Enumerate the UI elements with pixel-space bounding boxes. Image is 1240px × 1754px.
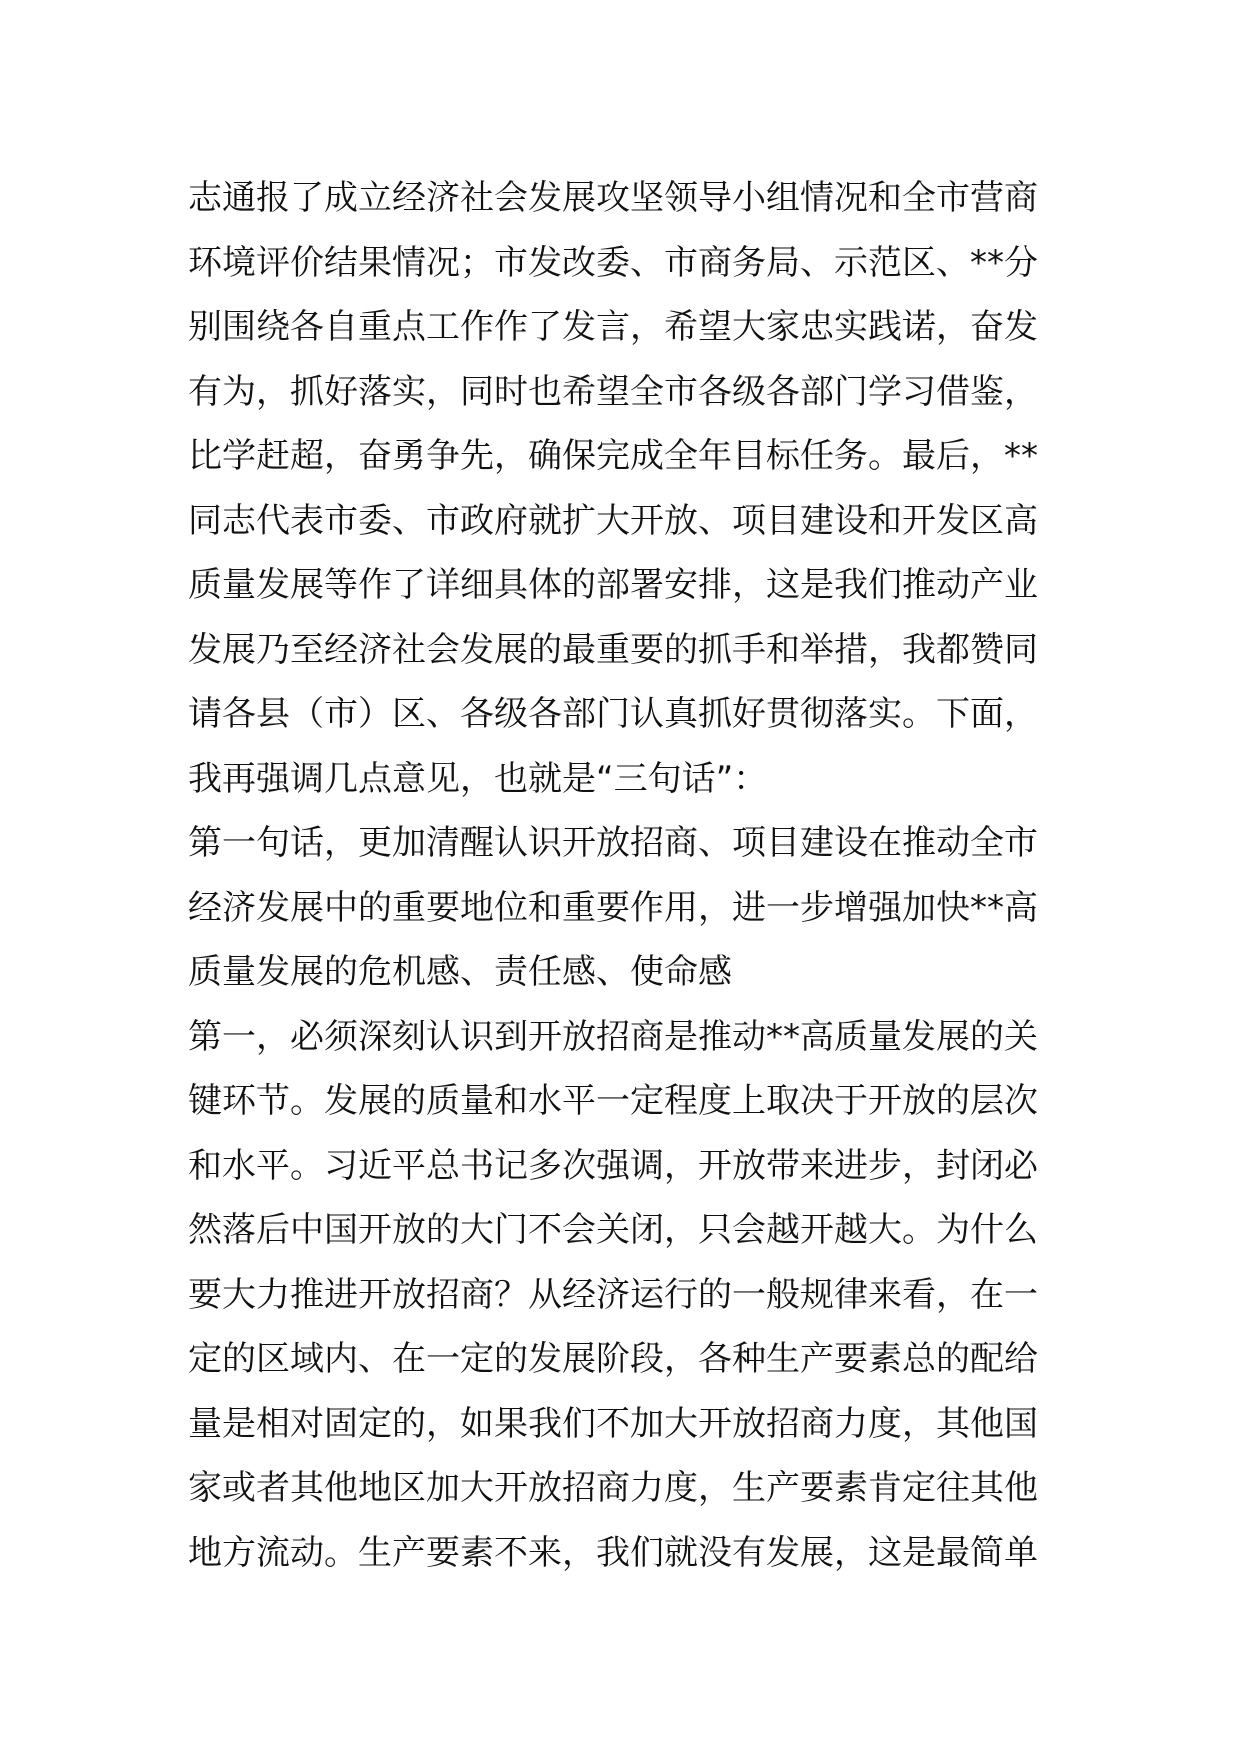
text-line: 定的区域内、在一定的发展阶段，各种生产要素总的配给 bbox=[188, 1339, 1038, 1379]
text-line: 量是相对固定的，如果我们不加大开放招商力度，其他国 bbox=[188, 1403, 1038, 1444]
text-line: 有为，抓好落实，同时也希望全市各级各部门学习借鉴， bbox=[188, 371, 1038, 412]
text-line: 同志代表市委、市政府就扩大开放、项目建设和开发区高 bbox=[188, 500, 1038, 541]
text-line: 志通报了成立经济社会发展攻坚领导小组情况和全市营商 bbox=[188, 178, 1038, 218]
text-line: 我再强调几点意见，也就是“三句话”： bbox=[188, 758, 768, 799]
text-line: 和水平。习近平总书记多次强调，开放带来进步，封闭必 bbox=[188, 1145, 1038, 1186]
section-heading-line: 经济发展中的重要地位和重要作用，进一步增强加快**高 bbox=[188, 887, 1038, 928]
text-line: 发展乃至经济社会发展的最重要的抓手和举措，我都赞同 bbox=[188, 629, 1038, 670]
text-line: 别围绕各自重点工作作了发言，希望大家忠实践诺，奋发 bbox=[188, 307, 1038, 347]
document-body bbox=[188, 166, 1068, 1585]
text-line: 比学赶超，奋勇争先，确保完成全年目标任务。最后，** bbox=[188, 436, 1038, 476]
section-heading-line: 第一句话，更加清醒认识开放招商、项目建设在推动全市 bbox=[188, 823, 1038, 863]
text-line: 地方流动。生产要素不来，我们就没有发展，这是最简单 bbox=[188, 1532, 1038, 1573]
text-line: 请各县（市）区、各级各部门认真抓好贯彻落实。下面， bbox=[188, 694, 1038, 734]
text-line: 质量发展等作了详细具体的部署安排，这是我们推动产业 bbox=[188, 565, 1038, 605]
text-line: 第一，必须深刻认识到开放招商是推动**高质量发展的关 bbox=[188, 1016, 1038, 1057]
text-line: 键环节。发展的质量和水平一定程度上取决于开放的层次 bbox=[188, 1081, 1038, 1121]
text-line: 然落后中国开放的大门不会关闭，只会越开越大。为什么 bbox=[188, 1210, 1038, 1250]
text-line: 家或者其他地区加大开放招商力度，生产要素肯定往其他 bbox=[188, 1468, 1038, 1508]
text-line: 环境评价结果情况；市发改委、市商务局、示范区、**分 bbox=[188, 242, 1038, 283]
text-line: 要大力推进开放招商？从经济运行的一般规律来看，在一 bbox=[188, 1274, 1038, 1315]
section-heading-line: 质量发展的危机感、责任感、使命感 bbox=[188, 952, 732, 992]
